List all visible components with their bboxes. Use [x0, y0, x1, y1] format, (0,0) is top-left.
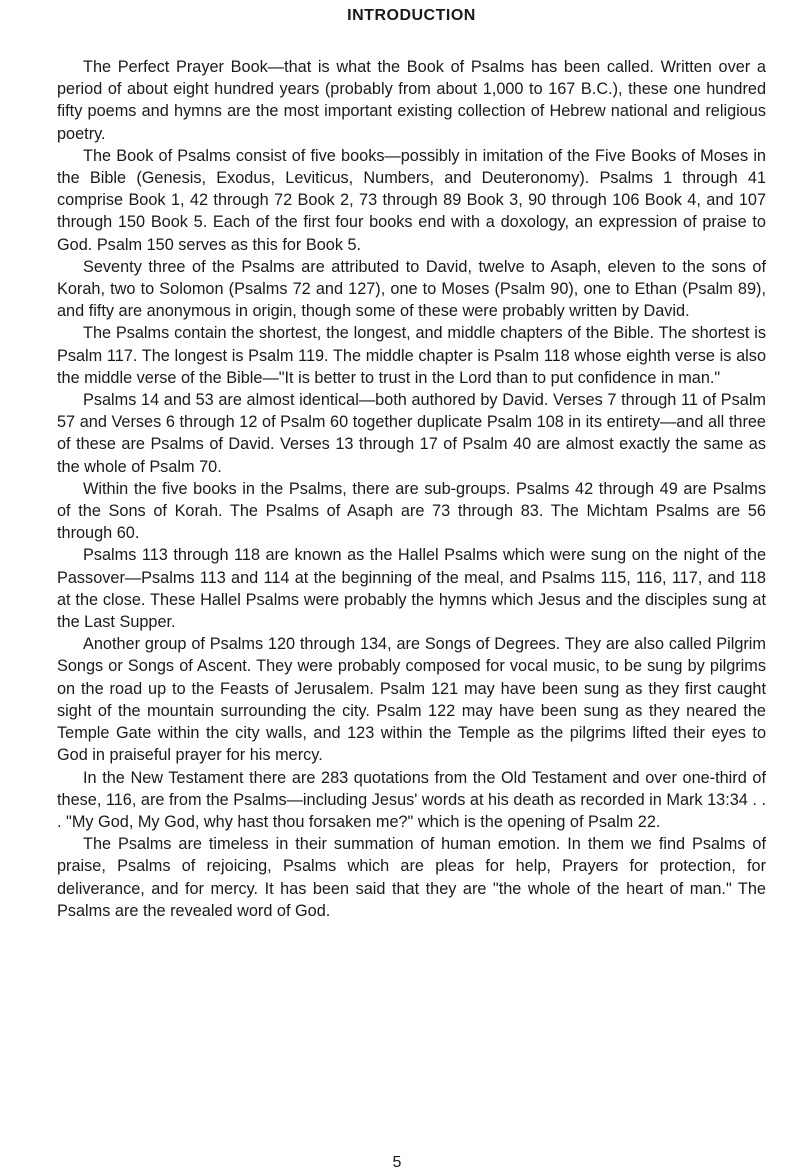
body-text [57, 56, 766, 922]
paragraph-7: Psalms 113 through 118 are known as the Hallel Psalms which were sung on the night of the Passover—Psalms 113 and 114 at the beginning of the meal, and Psalms 115, 116, 117, and 118 at the close. These Hallel Psalms were probably the hymns which Jesus and the disciples sung at the Last Supper. [57, 546, 766, 632]
page-title: INTRODUCTION [347, 7, 476, 24]
paragraph-8: Another group of Psalms 120 through 134, are Songs of Degrees. They are also called Pilgrim Songs or Songs of Ascent. They were probably composed for vocal music, to be sung by pilgrims on the road up to the Feasts of Jerusalem. Psalm 121 may have been sung as they first caught sight of the mountain surrounding the city. Psalm 122 may have been sung as they neared the Temple Gate within the city walls, and 123 within the Temple as the pilgrims lifted their eyes to God in praiseful prayer for his mercy. [57, 635, 766, 765]
paragraph-2: The Book of Psalms consist of five books—possibly in imitation of the Five Books of Moses in the Bible (Genesis, Exodus, Leviticus, Numbers, and Deuteronomy). Psalms 1 through 41 comprise Book 1, 42 through 72 Book 2, 73 through 89 Book 3, 90 through 106 Book 4, and 107 through 150 Book 5. Each of the first four books end with a doxology, an expression of praise to God. Psalm 150 serves as this for Book 5. [57, 146, 766, 254]
paragraph-3: Seventy three of the Psalms are attributed to David, twelve to Asaph, eleven to the sons of Korah, two to Solomon (Psalms 72 and 127), one to Moses (Psalm 90), one to Ethan (Psalm 89), and fifty are anonymous in origin, though some of these were probably written by David. [57, 257, 766, 321]
paragraph-1: The Perfect Prayer Book—that is what the Book of Psalms has been called. Written over a period of about eight hundred years (probably from about 1,000 to 167 B.C.), these one hundred fifty poems and hymns are the most important existing collection of Hebrew national and religious poetry. [57, 58, 766, 143]
document-page [57, 0, 766, 922]
paragraph-9: In the New Testament there are 283 quotations from the Old Testament and over one-third of these, 116, are from the Psalms—including Jesus' words at his death as recorded in Mark 13:34 . . . "My God, My God, why hast thou forsaken me?" which is the opening of Psalm 22. [57, 768, 766, 831]
paragraph-4: The Psalms contain the shortest, the longest, and middle chapters of the Bible. The shortest is Psalm 117. The longest is Psalm 119. The middle chapter is Psalm 118 whose eighth verse is also the middle verse of the Bible—"It is better to trust in the Lord than to put confidence in man." [57, 324, 766, 387]
paragraph-10: The Psalms are timeless in their summation of human emotion. In them we find Psalms of praise, Psalms of rejoicing, Psalms which are pleas for help, Prayers for protection, for deliverance, and for mercy. It has been said that they are "the whole of the heart of man." The Psalms are the revealed word of God. [57, 835, 766, 920]
paragraph-6: Within the five books in the Psalms, there are sub-groups. Psalms 42 through 49 are Psalms of the Sons of Korah. The Psalms of Asaph are 73 through 83. The Michtam Psalms are 56 through 60. [57, 479, 766, 543]
paragraph-5: Psalms 14 and 53 are almost identical—both authored by David. Verses 7 through 11 of Psalm 57 and Verses 6 through 12 of Psalm 60 together duplicate Psalm 108 in its entirety—and all three of these are Psalms of David. Verses 13 through 17 of Psalm 40 are almost exactly the same as the whole of Psalm 70. [57, 391, 766, 476]
page-number: 5 [392, 1154, 402, 1171]
